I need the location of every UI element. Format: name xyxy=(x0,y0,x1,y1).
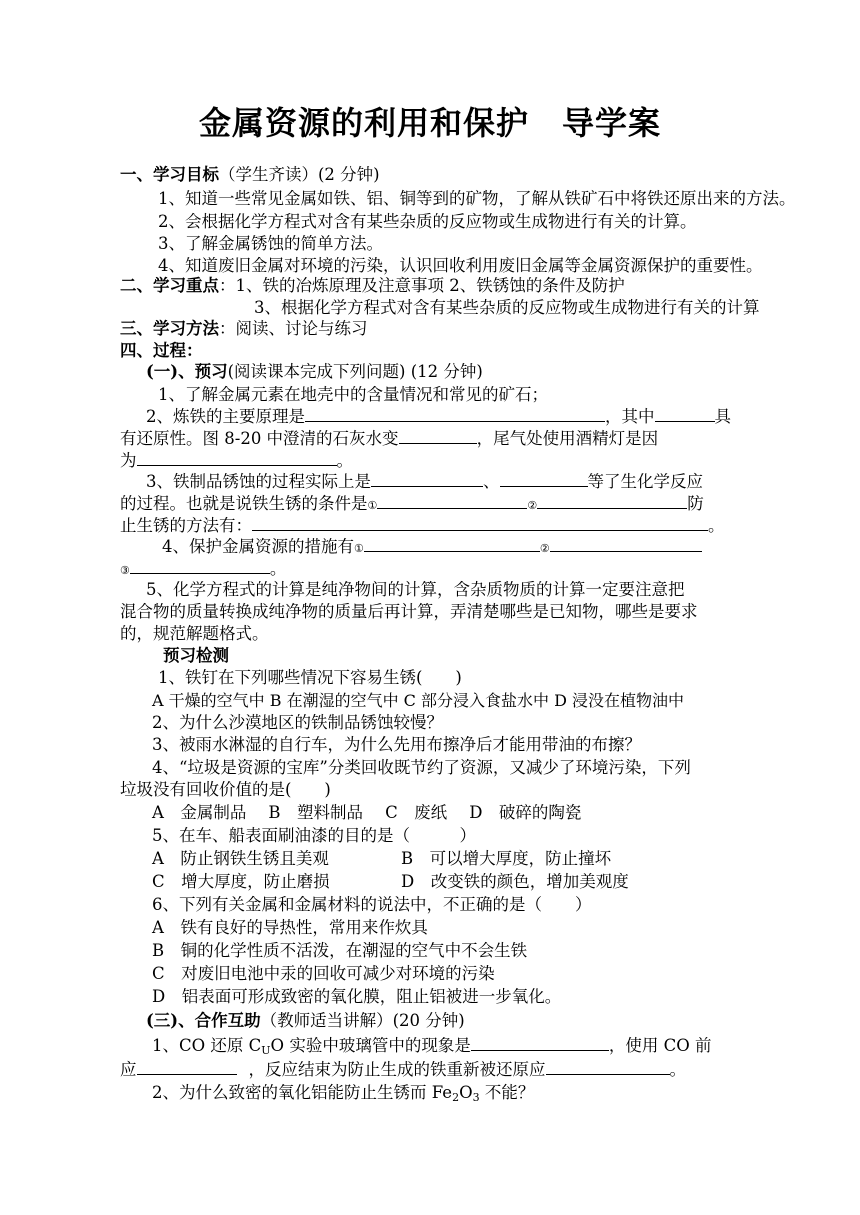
answer-blank[interactable] xyxy=(399,427,477,444)
answer-blank[interactable] xyxy=(471,1034,609,1051)
preview-q5-line1: 5、化学方程式的计算是纯净物间的计算，含杂质物质的计算一定要注意把 xyxy=(146,580,685,599)
section-method-heading: 三、学习方法 xyxy=(120,319,219,338)
section-focus-heading: 二、学习重点 xyxy=(120,276,219,295)
check-q5: 5、在车、船表面刷油漆的目的是（ ） xyxy=(152,826,476,845)
section-goals xyxy=(120,164,380,186)
coop-heading: (三)、合作互助 xyxy=(146,1011,261,1030)
goal-item: 4、知道废旧金属对环境的污染，认识回收利用废旧金属等金属资源保护的重要性。 xyxy=(158,256,763,275)
preview-q4-line1: 4、保护金属资源的措施有① ② xyxy=(162,535,702,560)
preview-heading: (一)、预习 xyxy=(146,362,228,381)
answer-blank[interactable] xyxy=(137,449,337,466)
option: A 铁有良好的导热性，常用来作炊具 xyxy=(152,918,428,937)
option: A 防止钢铁生锈且美观 xyxy=(152,849,329,868)
coop-q2: 2、为什么致密的氧化铝能防止生锈而 $Fe_2O_3$ 不能？ xyxy=(152,1083,535,1104)
check-q3: 3、被雨水淋湿的自行车，为什么先用布擦净后才能用带油的布擦？ xyxy=(152,735,641,754)
answer-blank[interactable] xyxy=(371,470,483,487)
preview-q2-line1: 2、炼铁的主要原理是 ，其中 具 xyxy=(146,407,731,426)
section-goals-heading: 一、学习目标 xyxy=(120,165,219,184)
preview-q5-line3: 的，规范解题格式。 xyxy=(120,624,269,643)
answer-blank[interactable] xyxy=(130,557,270,574)
goal-item: 3、了解金属锈蚀的简单方法。 xyxy=(158,234,383,253)
preview-q5-line2: 混合物的质量转换成纯净物的质量后再计算，弄清楚哪些是已知物，哪些是要求 xyxy=(120,602,698,621)
preview-q1: 1、了解金属元素在地壳中的含量情况和常见的矿石； xyxy=(158,385,548,404)
section-focus xyxy=(120,275,625,297)
option: B 铜的化学性质不活泼，在潮湿的空气中不会生铁 xyxy=(152,941,528,960)
coop-q1-line1: 1、CO 还原 $C_UO$ 实验中玻璃管中的现象是 ，使用 CO 前 xyxy=(152,1036,712,1057)
check-q2: 2、为什么沙漠地区的铁制品锈蚀较慢？ xyxy=(152,713,443,732)
preview-header xyxy=(146,361,483,383)
option: C 对废旧电池中汞的回收可减少对环境的污染 xyxy=(152,964,495,983)
goal-item: 1、知道一些常见金属如铁、铝、铜等到的矿物，了解从铁矿石中将铁还原出来的方法。 xyxy=(158,189,796,208)
section-focus-line1: ：1、铁的冶炼原理及注意事项 2、铁锈蚀的条件及防护 xyxy=(219,276,625,295)
option: B 塑料制品 xyxy=(268,803,364,822)
option: D 破碎的陶瓷 xyxy=(469,803,582,822)
section-method xyxy=(120,318,368,340)
page-title: 金属资源的利用和保护 导学案 xyxy=(198,104,661,142)
option: A 金属制品 xyxy=(152,803,247,822)
answer-blank[interactable] xyxy=(546,1058,670,1075)
preview-q2-line3: 为 。 xyxy=(120,451,353,470)
check-heading: 预习检测 xyxy=(163,646,229,665)
check-q1: 1、铁钉在下列哪些情况下容易生锈( ) xyxy=(158,668,462,687)
preview-q3-line1: 3、铁制品锈蚀的过程实际上是 、 等了生化学反应 xyxy=(146,472,703,491)
section-goals-note: （学生齐读）(2 分钟) xyxy=(219,165,380,184)
coop-note: （教师适当讲解）(20 分钟) xyxy=(260,1011,465,1030)
answer-blank[interactable] xyxy=(252,514,708,531)
preview-q3-line3: 止生锈的方法有： 。 xyxy=(120,516,725,535)
answer-blank[interactable] xyxy=(500,470,588,487)
answer-blank[interactable] xyxy=(377,492,527,509)
check-q5-options-row1 xyxy=(152,848,612,870)
check-q4-options xyxy=(152,802,581,824)
section-method-text: ：阅读、讨论与练习 xyxy=(219,319,368,338)
check-q4-line1: 4、“垃圾是资源的宝库”分类回收既节约了资源，又减少了环境污染，下列 xyxy=(152,758,691,777)
answer-blank[interactable] xyxy=(550,535,702,552)
answer-blank[interactable] xyxy=(364,535,540,552)
check-q4-line2: 垃圾没有回收价值的是( ) xyxy=(120,780,331,799)
answer-blank[interactable] xyxy=(655,405,715,422)
answer-blank[interactable] xyxy=(137,1058,237,1075)
preview-q3-line2: 的过程。也就是说铁生锈的条件是① ② 防 xyxy=(120,494,704,513)
option: C 增大厚度，防止磨损 xyxy=(152,872,330,891)
section-process-heading: 四、过程： xyxy=(120,341,203,360)
preview-q2-line2: 有还原性。图 8-20 中澄清的石灰水变 ，尾气处使用酒精灯是因 xyxy=(120,429,659,448)
option: B 可以增大厚度，防止撞坏 xyxy=(401,849,612,868)
check-q1-options: A 干燥的空气中 B 在潮湿的空气中 C 部分浸入食盐水中 D 浸没在植物油中 xyxy=(152,691,684,710)
option: D 铝表面可形成致密的氧化膜，阻止铝被进一步氧化。 xyxy=(152,987,562,1006)
check-q5-options-row2 xyxy=(152,871,629,893)
option: C 废纸 xyxy=(385,803,448,822)
goal-item: 2、会根据化学方程式对含有某些杂质的反应物或生成物进行有关的计算。 xyxy=(158,212,697,231)
preview-note: (阅读课本完成下列问题) (12 分钟) xyxy=(227,362,483,381)
answer-blank[interactable] xyxy=(537,492,687,509)
coop-header xyxy=(146,1010,465,1032)
preview-q4-line2: ③ 。 xyxy=(120,559,287,578)
section-focus-line2: 3、根据化学方程式对含有某些杂质的反应物或生成物进行有关的计算 xyxy=(254,298,760,317)
coop-q1-line2: 应 ，反应结束为防止生成的铁重新被还原应 。 xyxy=(120,1060,686,1079)
check-q6: 6、下列有关金属和金属材料的说法中，不正确的是（ ） xyxy=(152,895,592,914)
answer-blank[interactable] xyxy=(305,405,605,422)
option: D 改变铁的颜色，增加美观度 xyxy=(401,872,629,891)
